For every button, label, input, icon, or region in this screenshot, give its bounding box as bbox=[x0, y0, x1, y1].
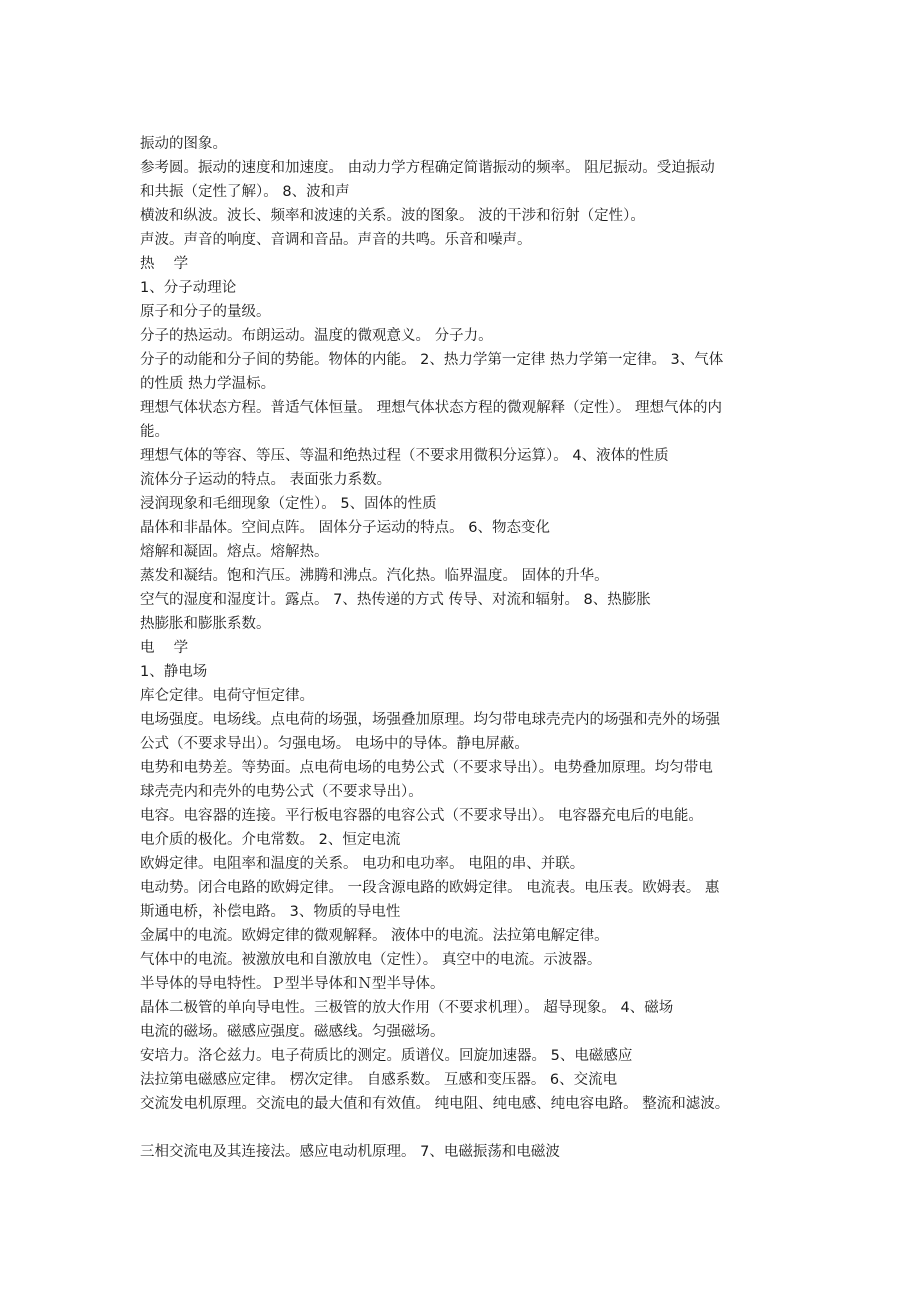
text-line: 安培力。洛仑兹力。电子荷质比的测定。质谱仪。回旋加速器。 5、电磁感应 bbox=[140, 1048, 633, 1064]
text-line: 晶体和非晶体。空间点阵。 固体分子运动的特点。 6、物态变化 bbox=[140, 520, 550, 536]
text-line: 公式（不要求导出）。匀强电场。 电场中的导体。静电屏蔽。 bbox=[140, 736, 529, 752]
text-line: 横波和纵波。波长、频率和波速的关系。波的图象。 波的干涉和衍射（定性）。 bbox=[140, 208, 645, 224]
text-line: 半导体的导电特性。Ｐ型半导体和Ｎ型半导体。 bbox=[140, 976, 445, 992]
text-line: 晶体二极管的单向导电性。三极管的放大作用（不要求机理）。 超导现象。 4、磁场 bbox=[140, 1000, 674, 1016]
text-line: 电场强度。电场线。点电荷的场强，场强叠加原理。均匀带电球壳壳内的场强和壳外的场强 bbox=[140, 712, 720, 728]
text-line: 球壳壳内和壳外的电势公式（不要求导出）。 bbox=[140, 784, 423, 800]
text-line: 法拉第电磁感应定律。 楞次定律。 自感系数。 互感和变压器。 6、交流电 bbox=[140, 1072, 618, 1088]
text-line: 的性质 热力学温标。 bbox=[140, 376, 276, 392]
text-line: 声波。声音的响度、音调和音品。声音的共鸣。乐音和噪声。 bbox=[140, 232, 532, 248]
text-line: 电介质的极化。介电常数。 2、恒定电流 bbox=[140, 832, 401, 848]
section-heading-thermal: 热 学 bbox=[140, 256, 196, 272]
text-line: 电势和电势差。等势面。点电荷电场的电势公式（不要求导出）。电势叠加原理。均匀带电 bbox=[140, 760, 713, 776]
text-line: 电动势。闭合电路的欧姆定律。 一段含源电路的欧姆定律。 电流表。电压表。欧姆表。 惠 bbox=[140, 880, 720, 896]
text-line: 蒸发和凝结。饱和汽压。沸腾和沸点。汽化热。临界温度。 固体的升华。 bbox=[140, 568, 609, 584]
text-line: 流体分子运动的特点。 表面张力系数。 bbox=[140, 472, 392, 488]
text-line: 浸润现象和毛细现象（定性）。 5、固体的性质 bbox=[140, 496, 437, 512]
text-line: 理想气体的等容、等压、等温和绝热过程（不要求用微积分运算）。 4、液体的性质 bbox=[140, 448, 669, 464]
text-line: 金属中的电流。欧姆定律的微观解释。 液体中的电流。法拉第电解定律。 bbox=[140, 928, 609, 944]
text-line: 熔解和凝固。熔点。熔解热。 bbox=[140, 544, 329, 560]
text-line: 气体中的电流。被激放电和自激放电（定性）。 真空中的电流。示波器。 bbox=[140, 952, 602, 968]
text-line: 振动的图象。 bbox=[140, 136, 227, 152]
text-line: 三相交流电及其连接法。感应电动机原理。 7、电磁振荡和电磁波 bbox=[140, 1144, 560, 1160]
text-line: 参考圆。振动的速度和加速度。 由动力学方程确定简谐振动的频率。 阻尼振动。受迫振动 bbox=[140, 160, 715, 176]
text-line: 交流发电机原理。交流电的最大值和有效值。 纯电阻、纯电感、纯电容电路。 整流和滤波。 bbox=[140, 1096, 730, 1112]
text-line: 和共振（定性了解）。 8、波和声 bbox=[140, 184, 350, 200]
text-line: 电容。电容器的连接。平行板电容器的电容公式（不要求导出）。 电容器充电后的电能。 bbox=[140, 808, 703, 824]
text-line: 电流的磁场。磁感应强度。磁感线。匀强磁场。 bbox=[140, 1024, 445, 1040]
text-line: 库仑定律。电荷守恒定律。 bbox=[140, 688, 314, 704]
document-body bbox=[140, 132, 800, 1164]
section-heading-electricity: 电 学 bbox=[140, 640, 196, 656]
text-line: 空气的湿度和湿度计。露点。 7、热传递的方式 传导、对流和辐射。 8、热膨胀 bbox=[140, 592, 651, 608]
text-line: 分子的热运动。布朗运动。温度的微观意义。 分子力。 bbox=[140, 328, 493, 344]
text-line: 分子的动能和分子间的势能。物体的内能。 2、热力学第一定律 热力学第一定律。 3、气体 bbox=[140, 352, 724, 368]
text-line: 欧姆定律。电阻率和温度的关系。 电功和电功率。 电阻的串、并联。 bbox=[140, 856, 585, 872]
text-line: 能。 bbox=[140, 424, 169, 440]
subsection-heading: 1、分子动理论 bbox=[140, 280, 237, 296]
text-line: 热膨胀和膨胀系数。 bbox=[140, 616, 271, 632]
text-line: 斯通电桥，补偿电路。 3、物质的导电性 bbox=[140, 904, 401, 920]
text-line: 理想气体状态方程。普适气体恒量。 理想气体状态方程的微观解释（定性）。 理想气体的内 bbox=[140, 400, 722, 416]
text-line: 原子和分子的量级。 bbox=[140, 304, 271, 320]
subsection-heading: 1、静电场 bbox=[140, 664, 208, 680]
